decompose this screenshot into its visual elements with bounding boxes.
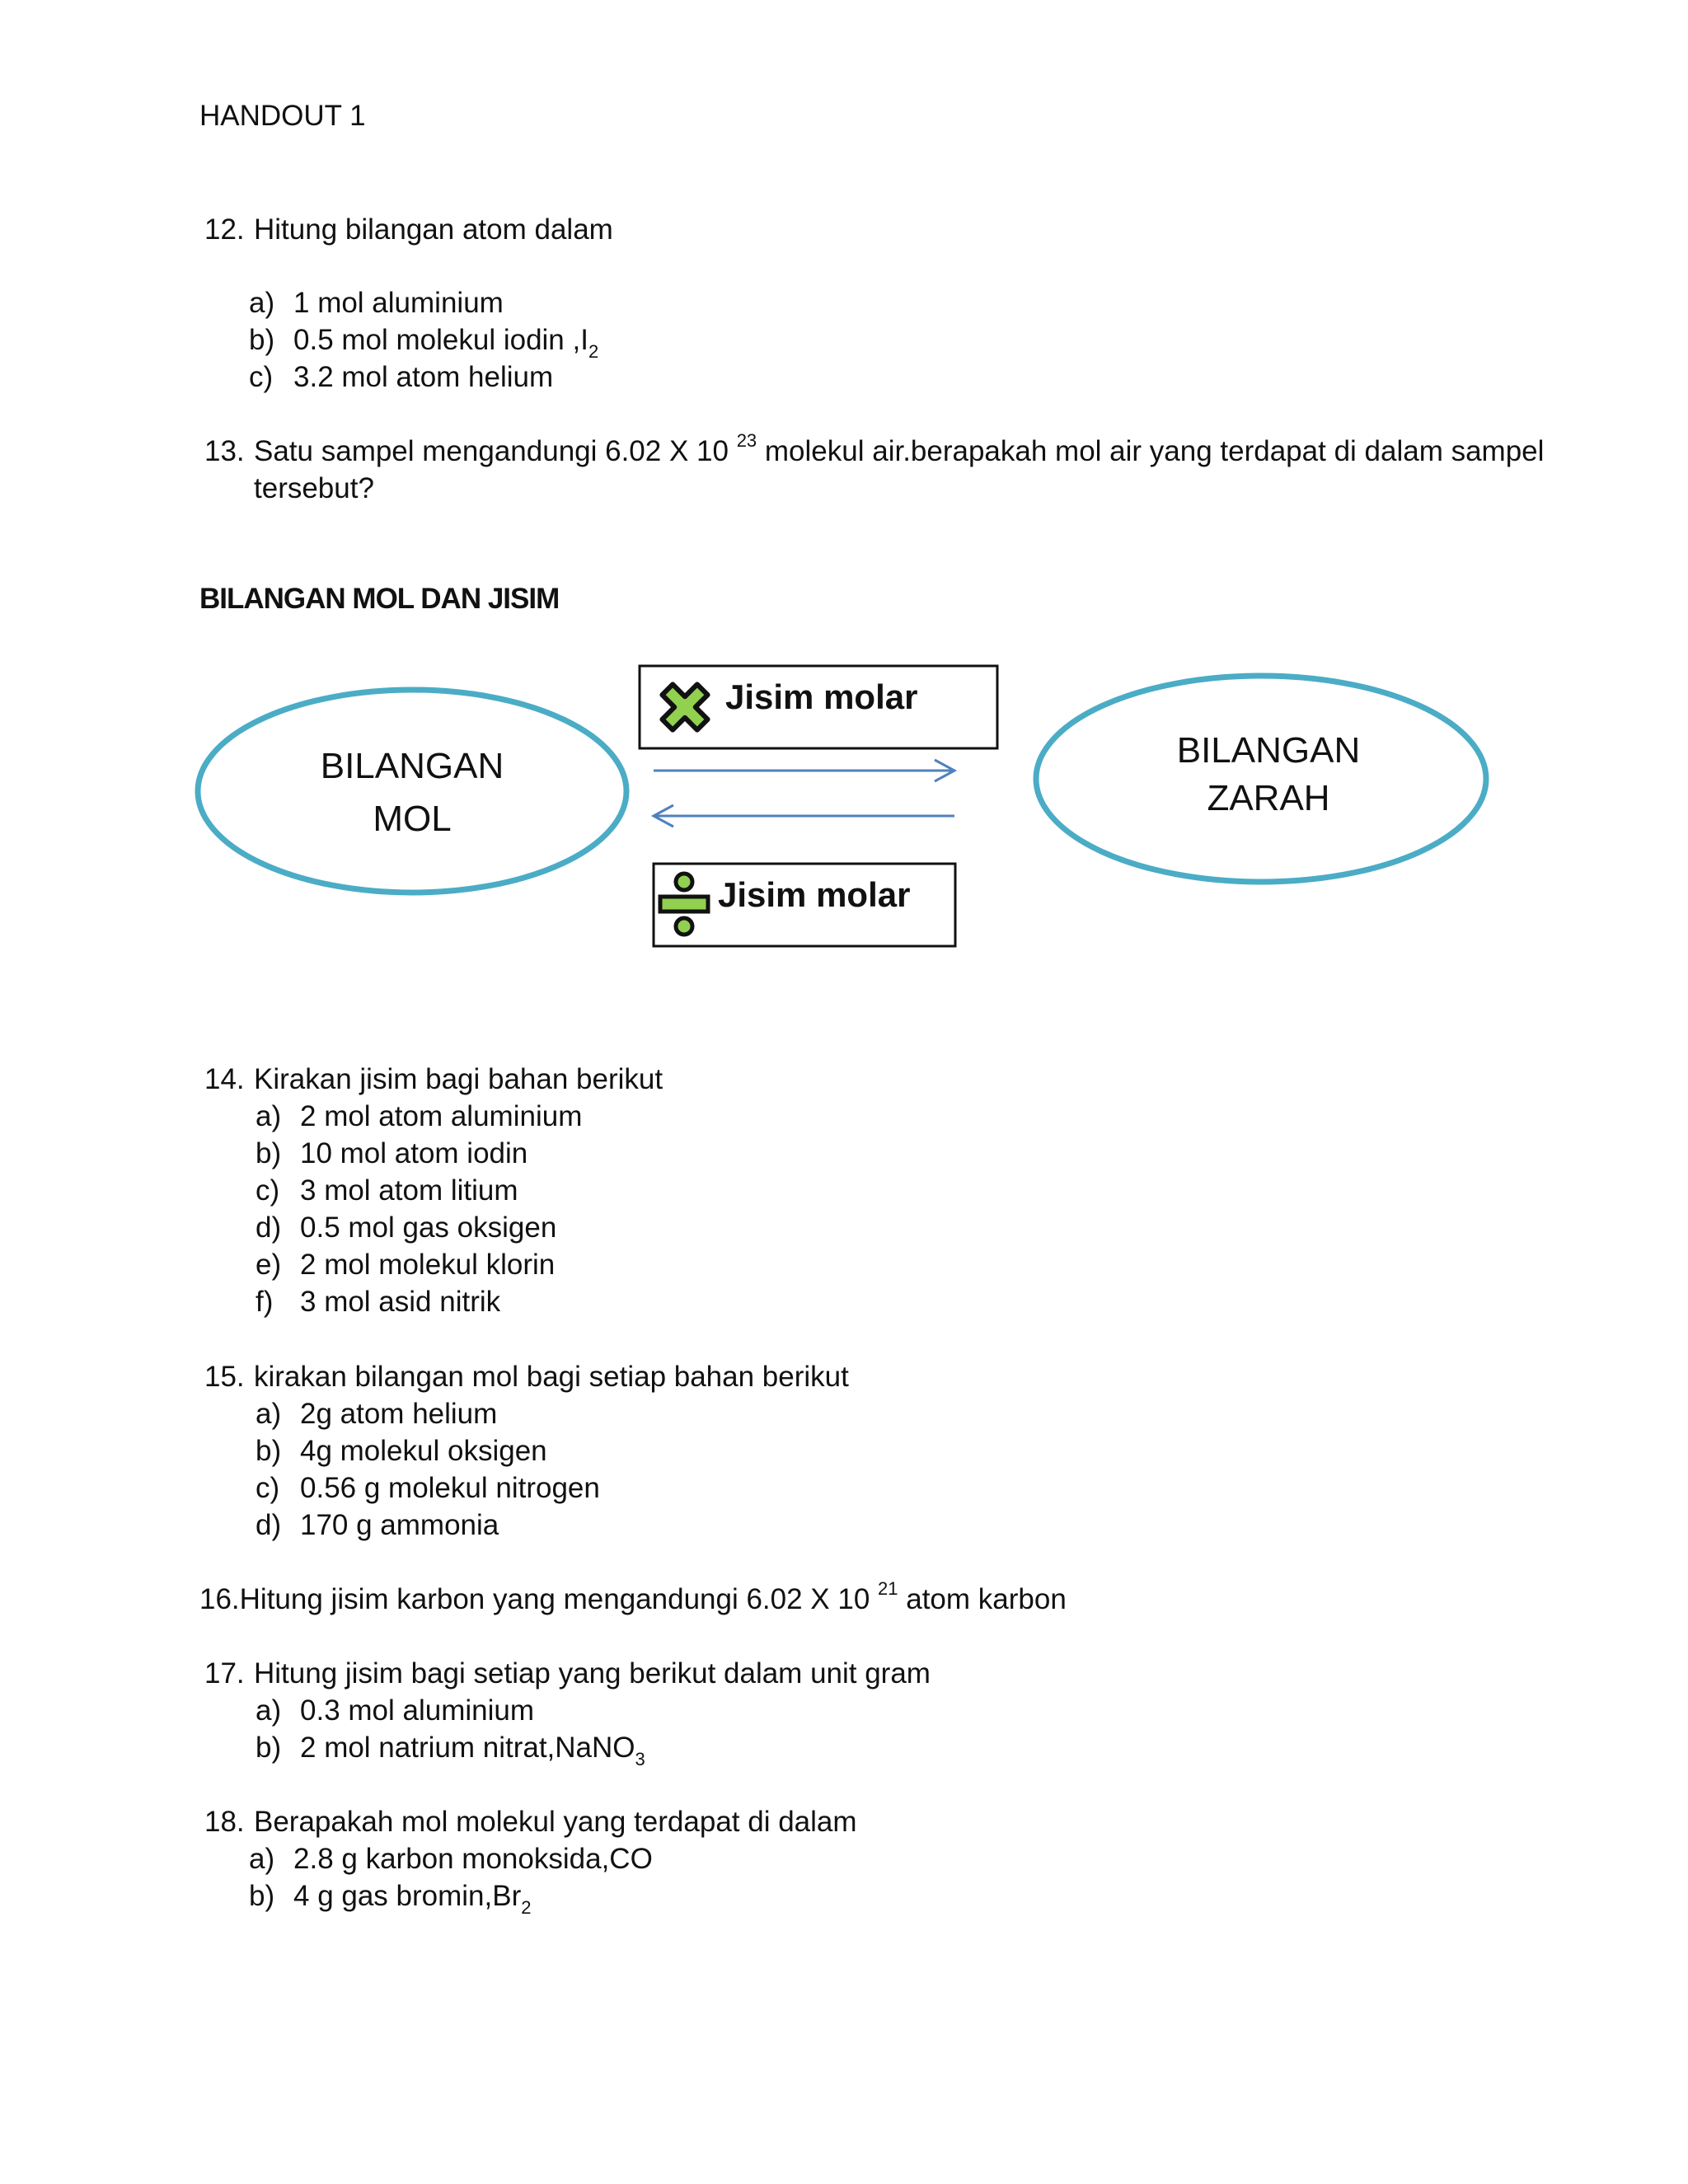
list-item (256, 1469, 600, 1507)
question-text: kirakan bilangan mol bagi setiap bahan berikut (254, 1361, 849, 1393)
superscript: 21 (878, 1578, 898, 1600)
item-label: a) (249, 1843, 275, 1875)
item-label: f) (256, 1286, 274, 1318)
item-label: b) (249, 1880, 275, 1912)
list-item (256, 1507, 499, 1544)
item-text: 3 mol asid nitrik (300, 1286, 501, 1318)
list-item (256, 1098, 582, 1135)
list-item (256, 1246, 555, 1283)
subscript: 2 (521, 1897, 532, 1918)
item-text: 1 mol aluminium (293, 287, 504, 319)
list-item (256, 1283, 500, 1320)
item-text: 0.5 mol molekul iodin ,I (293, 324, 588, 356)
item-label: c) (249, 361, 274, 393)
list-item (249, 284, 504, 321)
arrow-left (654, 805, 954, 827)
item-label: a) (249, 287, 275, 319)
item-text: 2.8 g karbon monoksida,CO (293, 1843, 653, 1875)
question-number: 13. (204, 435, 245, 467)
list-item (256, 1172, 518, 1209)
item-text: 2 mol molekul klorin (300, 1249, 556, 1281)
item-label: d) (256, 1509, 282, 1541)
question-number: 15. (204, 1361, 245, 1393)
section-title: BILANGAN MOL DAN JISIM (199, 583, 560, 615)
text-part: molekul air.berapakah mol air yang terdapat di dalam sampel (757, 435, 1545, 467)
right-ellipse-line: ZARAH (1207, 778, 1330, 818)
item-label: a) (256, 1100, 282, 1132)
left-ellipse-line: MOL (373, 799, 452, 839)
item-text: 0.56 g molekul nitrogen (300, 1472, 600, 1504)
item-label: b) (249, 324, 275, 356)
list-item (249, 1877, 532, 1918)
item-text: 0.3 mol aluminium (300, 1694, 534, 1727)
bottom-box-label: Jisim molar (718, 875, 911, 914)
question-text: Hitung jisim bagi setiap yang berikut dalam unit gram (254, 1657, 931, 1690)
list-item (256, 1729, 645, 1769)
right-ellipse-line: BILANGAN (1176, 730, 1361, 771)
left-ellipse-line: BILANGAN (320, 746, 504, 786)
right-ellipse-label (1104, 727, 1433, 823)
list-item (256, 1692, 534, 1729)
item-text: 2 mol atom aluminium (300, 1100, 583, 1132)
item-text: 4 g gas bromin,Br (293, 1880, 522, 1912)
item-label: d) (256, 1212, 282, 1244)
item-text: 2 mol natrium nitrat,NaNO (300, 1732, 635, 1764)
item-label: b) (256, 1435, 282, 1467)
item-label: c) (256, 1472, 280, 1504)
question-number: 18. (204, 1806, 245, 1838)
question-text: Hitung bilangan atom dalam (254, 213, 613, 246)
question-text: Berapakah mol molekul yang terdapat di dalam (254, 1806, 857, 1838)
item-label: b) (256, 1732, 282, 1764)
item-text: 2g atom helium (300, 1398, 498, 1430)
item-label: a) (256, 1398, 282, 1430)
question-number: 12. (204, 213, 245, 246)
page-header: HANDOUT 1 (199, 100, 366, 132)
superscript: 23 (736, 430, 757, 452)
question-text: Kirakan jisim bagi bahan berikut (254, 1063, 663, 1095)
item-text: 4g molekul oksigen (300, 1435, 547, 1467)
list-item (249, 1840, 653, 1877)
list-item (249, 359, 553, 396)
list-item (256, 1432, 547, 1469)
text-part: Satu sampel mengandungi 6.02 X 10 (254, 435, 737, 467)
left-ellipse-label (247, 740, 577, 846)
list-item (249, 321, 599, 362)
subscript: 3 (635, 1749, 645, 1769)
list-item (256, 1135, 528, 1172)
subscript: 2 (588, 341, 599, 362)
item-label: b) (256, 1137, 282, 1169)
question-number: 14. (204, 1063, 245, 1095)
question-16 (199, 1578, 1067, 1618)
item-text: 10 mol atom iodin (300, 1137, 528, 1169)
question-text-continued: tersebut? (254, 472, 374, 504)
list-item (256, 1395, 497, 1432)
item-label: c) (256, 1174, 280, 1207)
item-text: 0.5 mol gas oksigen (300, 1212, 557, 1244)
item-label: e) (256, 1249, 282, 1281)
question-text: atom karbon (898, 1583, 1067, 1615)
question-text (254, 430, 1545, 470)
item-label: a) (256, 1694, 282, 1727)
arrow-right (654, 760, 954, 781)
list-item (256, 1209, 556, 1246)
item-text: 170 g ammonia (300, 1509, 499, 1541)
question-number: 17. (204, 1657, 245, 1690)
question-text: 16.Hitung jisim karbon yang mengandungi 6.02 X 10 (199, 1583, 879, 1615)
item-text: 3.2 mol atom helium (293, 361, 554, 393)
item-text: 3 mol atom litium (300, 1174, 518, 1207)
top-box-label: Jisim molar (725, 677, 918, 716)
